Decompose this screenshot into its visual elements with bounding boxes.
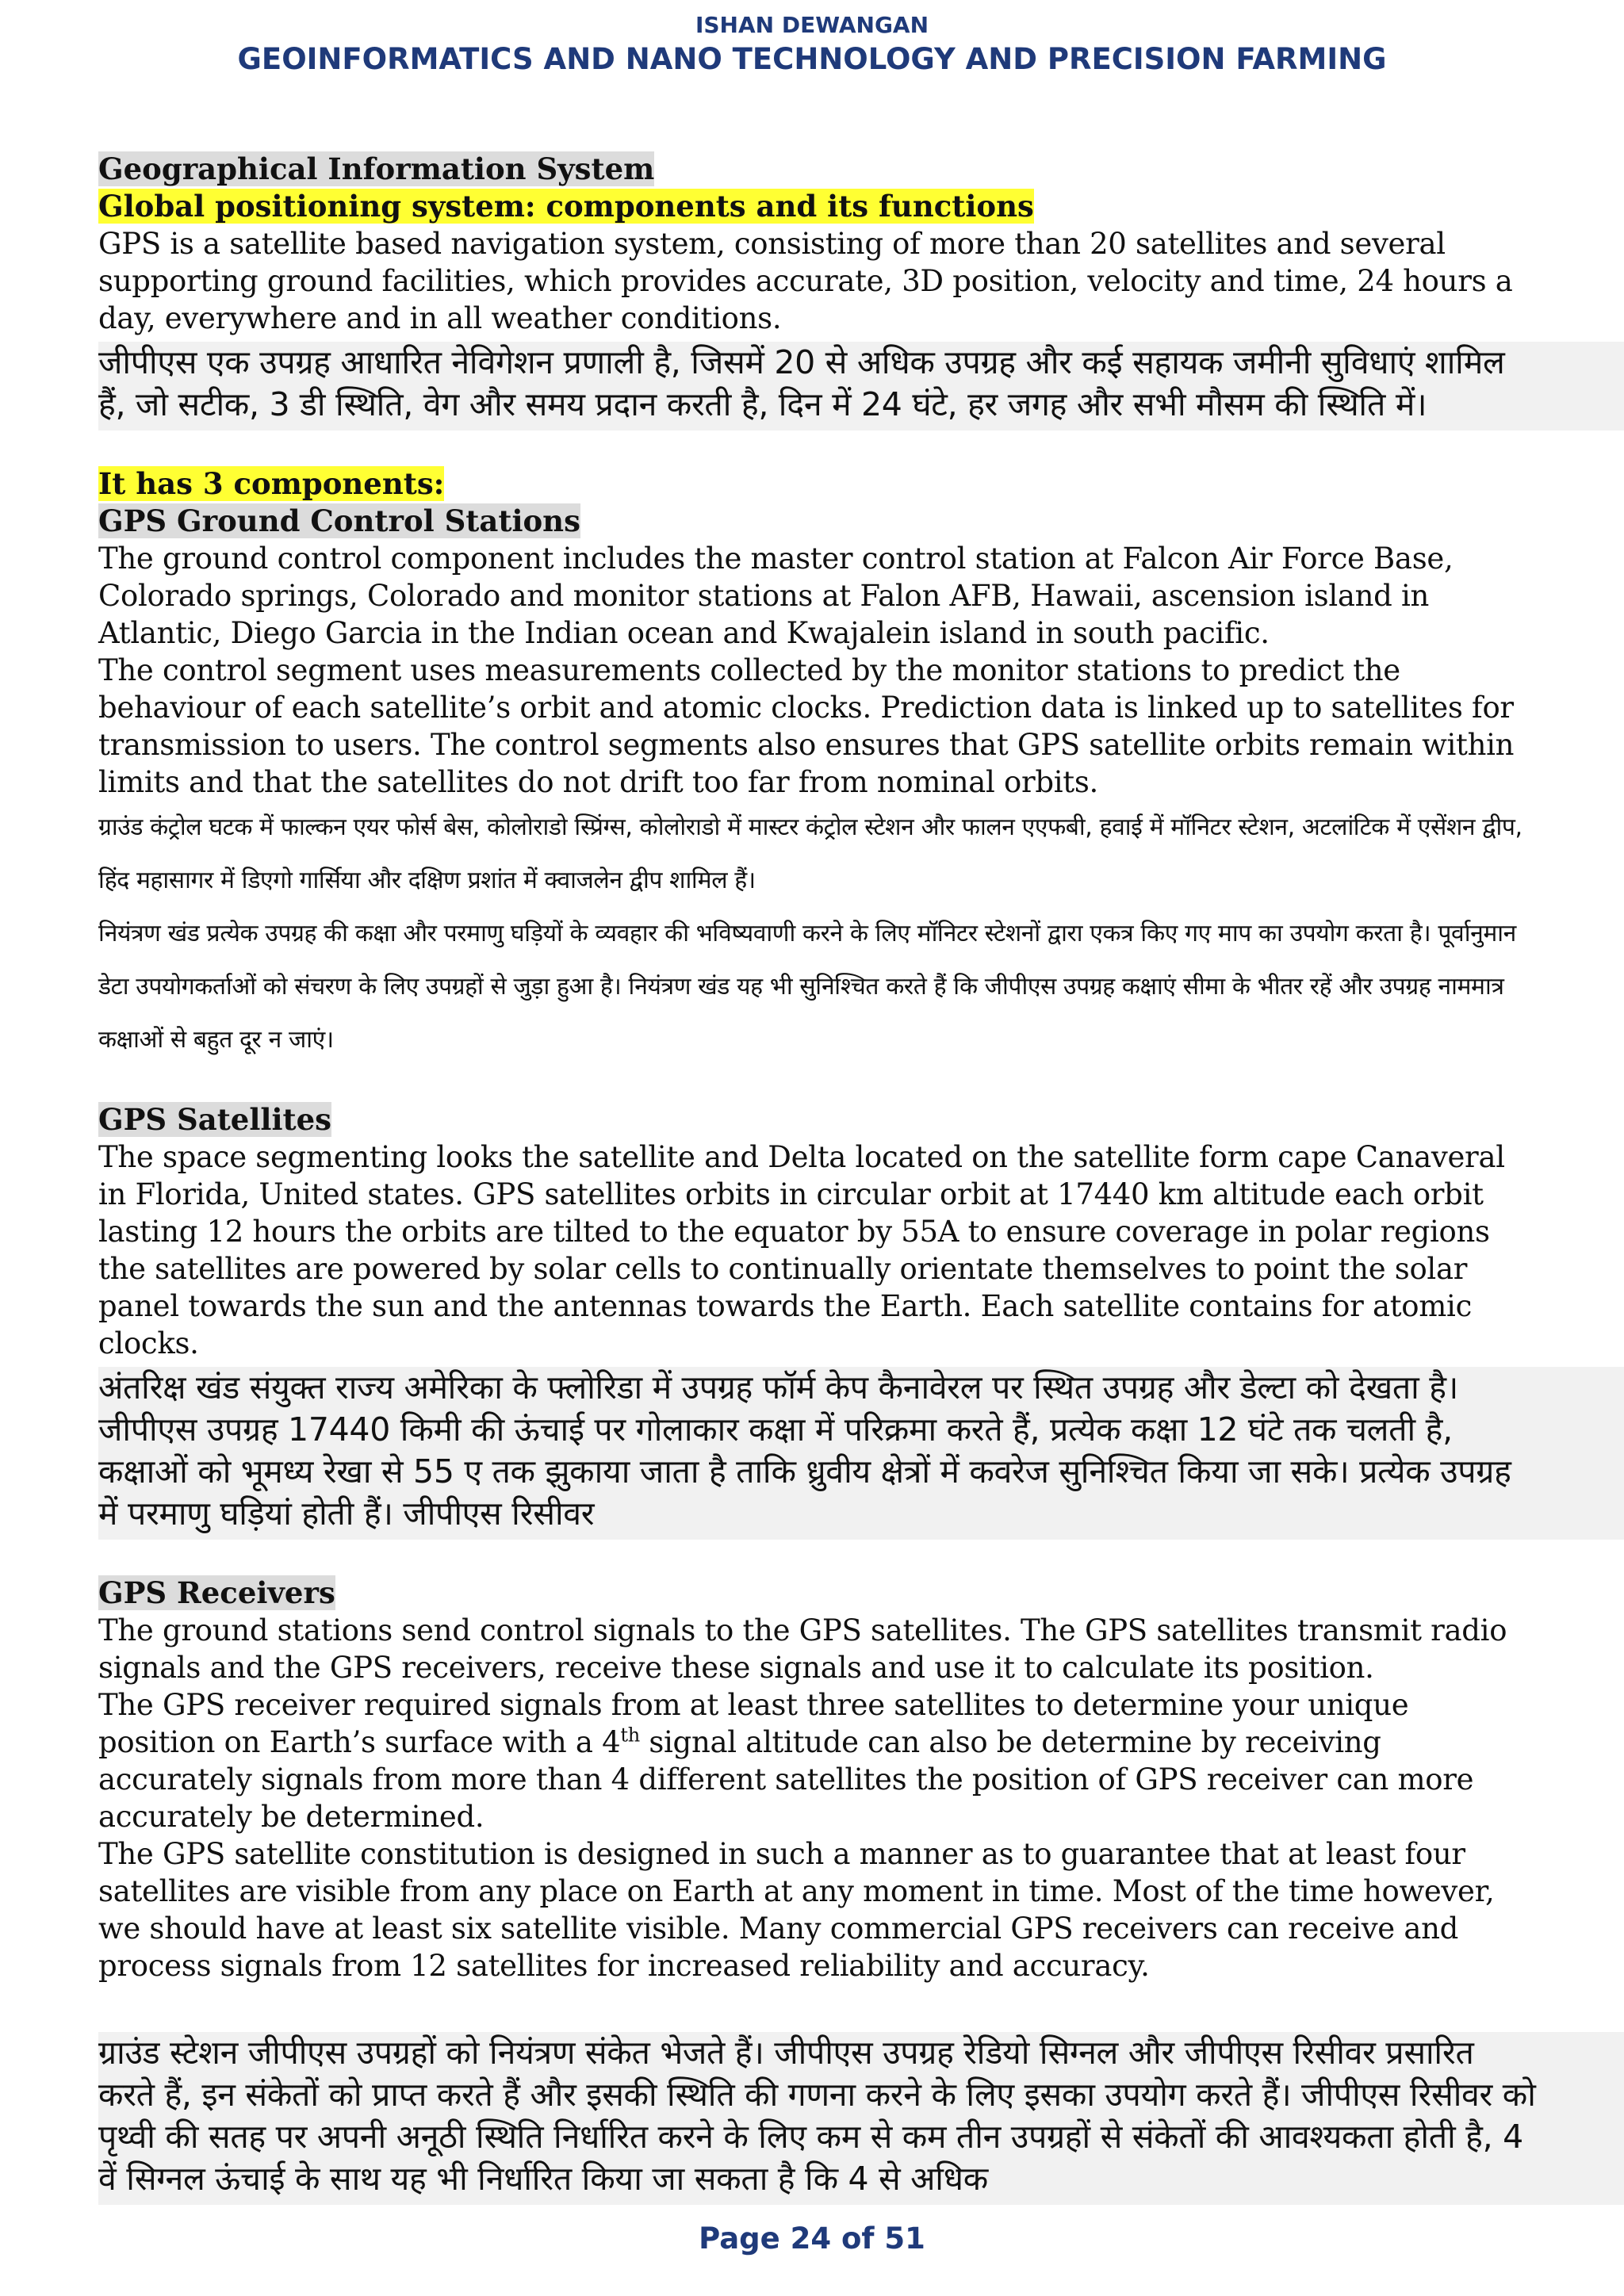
ordinal-suffix: th xyxy=(620,1724,640,1747)
ground-control-hindi-2: नियंत्रण खंड प्रत्येक उपग्रह की कक्षा और परमाणु घड़ियों के व्यवहार की भविष्यवाणी करने के लिए मॉनिटर स्टेशनों द्वारा एकत्र किए गए माप का उपयोग करता है। पूर्वानुमान डेटा उपयोगकर्ताओं को संचरण के लिए उपग्रहों से जुड़ा हुआ है। नियंत्रण खंड यह भी सुनिश्चित करते हैं कि जीपीएस उपग्रह कक्षाएं सीमा के भीतर रहें और उपग्रह नाममात्र कक्षाओं से बहुत दूर न जाएं। xyxy=(98,920,1516,1054)
receivers-hindi: ग्राउंड स्टेशन जीपीएस उपग्रहों को नियंत्रण संकेत भेजते हैं। जीपीएस उपग्रह रेडियो सिग्नल और जीपीएस रिसीवर प्रसारित करते हैं, इन संकेतों को प्राप्त करते हैं और इसकी स्थिति की गणना करने के लिए इसका उपयोग करते हैं। जीपीएस रिसीवर को पृथ्वी की सतह पर अपनी अनूठी स्थिति निर्धारित करने के लिए कम से कम तीन उपग्रहों से संकेतों की आवश्यकता होती है, 4 वें सिग्नल ऊंचाई के साथ यह भी निर्धारित किया जा सकता है कि 4 से अधिक xyxy=(98,2032,1624,2205)
receivers-title: GPS Receivers xyxy=(98,1575,335,1610)
document-body xyxy=(98,151,1534,2205)
satellites-title: GPS Satellites xyxy=(98,1102,331,1137)
section-title-gis: Geographical Information System xyxy=(98,151,655,186)
section-title-gps: Global positioning system: components and its functions xyxy=(98,189,1034,224)
page-header xyxy=(0,11,1624,78)
receivers-paragraph-1: The ground stations send control signals to the GPS satellites. The GPS satellites transmit radio signals and the GPS receivers, receive these signals and use it to calculate its position. xyxy=(98,1613,1507,1685)
satellites-paragraph: The space segmenting looks the satellite and Delta located on the satellite form cape Canaveral in Florida, United states. GPS satellites orbits in circular orbit at 17440 km altitude each orbit lasting 12 hours the orbits are tilted to the equator by 55A to ensure coverage in polar regions the satellites are powered by solar cells to continually orientate themselves to point the solar panel towards the sun and the antennas towards the Earth. Each satellite contains for atomic clocks. xyxy=(98,1140,1505,1360)
ground-control-paragraph-2: The control segment uses measurements collected by the monitor stations to predict the behaviour of each satellite’s orbit and atomic clocks. Prediction data is linked up to satellites for transmission to users. The control segments also ensures that GPS satellite orbits remain within limits and that the satellites do not drift too far from nominal orbits. xyxy=(98,653,1515,799)
author-name: ISHAN DEWANGAN xyxy=(695,12,929,38)
receivers-paragraph-2-start: The GPS receiver required signals from at least three satellites to determine your unique position on Earth’s surface with a 4 xyxy=(98,1688,1409,1759)
components-heading: It has 3 components: xyxy=(98,466,445,501)
ground-control-title: GPS Ground Control Stations xyxy=(98,503,580,538)
ground-control-paragraph-1: The ground control component includes the master control station at Falcon Air Force Base, Colorado springs, Colorado and monitor stations at Falon AFB, Hawaii, ascension island in Atlantic, Diego Garcia in the Indian ocean and Kwajalein island in south pacific. xyxy=(98,541,1454,650)
ground-control-hindi-1: ग्राउंड कंट्रोल घटक में फाल्कन एयर फोर्स बेस, कोलोराडो स्प्रिंग्स, कोलोराडो में मास्टर कंट्रोल स्टेशन और फालन एएफबी, हवाई में मॉनिटर स्टेशन, अटलांटिक में एसेंशन द्वीप, हिंद महासागर में डिएगो गार्सिया और दक्षिण प्रशांत में क्वाजलेन द्वीप शामिल हैं। xyxy=(98,813,1522,894)
receivers-paragraph-2-end: signal altitude can also be determine by receiving accurately signals from more than 4 different satellites the position of GPS receiver can more accurately be determined. xyxy=(98,1725,1474,1834)
gps-intro-hindi: जीपीएस एक उपग्रह आधारित नेविगेशन प्रणाली है, जिसमें 20 से अधिक उपग्रह और कई सहायक जमीनी सुविधाएं शामिल हैं, जो सटीक, 3 डी स्थिति, वेग और समय प्रदान करती है, दिन में 24 घंटे, हर जगह और सभी मौसम की स्थिति में। xyxy=(98,342,1624,430)
receivers-paragraph-3: The GPS satellite constitution is designed in such a manner as to guarantee that at least four satellites are visible from any place on Earth at any moment in time. Most of the time however, we should have at least six satellite visible. Many commercial GPS receivers can receive and process signals from 12 satellites for increased reliability and accuracy. xyxy=(98,1837,1495,1983)
page-number: Page 24 of 51 xyxy=(699,2221,925,2256)
gps-intro-english: GPS is a satellite based navigation system, consisting of more than 20 satellites and several supporting ground facilities, which provides accurate, 3D position, velocity and time, 24 hours a day, everywhere and in all weather conditions. xyxy=(98,227,1513,335)
course-title: GEOINFORMATICS AND NANO TECHNOLOGY AND PRECISION FARMING xyxy=(237,42,1387,76)
receivers-paragraph-2 xyxy=(98,1686,1534,1835)
satellites-hindi: अंतरिक्ष खंड संयुक्त राज्य अमेरिका के फ्लोरिडा में उपग्रह फॉर्म केप कैनावेरल पर स्थित उपग्रह और डेल्टा को देखता है। जीपीएस उपग्रह 17440 किमी की ऊंचाई पर गोलाकार कक्षा में परिक्रमा करते हैं, प्रत्येक कक्षा 12 घंटे तक चलती है, कक्षाओं को भूमध्य रेखा से 55 ए तक झुकाया जाता है ताकि ध्रुवीय क्षेत्रों में कवरेज सुनिश्चित किया जा सके। प्रत्येक उपग्रह में परमाणु घड़ियां होती हैं। जीपीएस रिसीवर xyxy=(98,1367,1624,1540)
